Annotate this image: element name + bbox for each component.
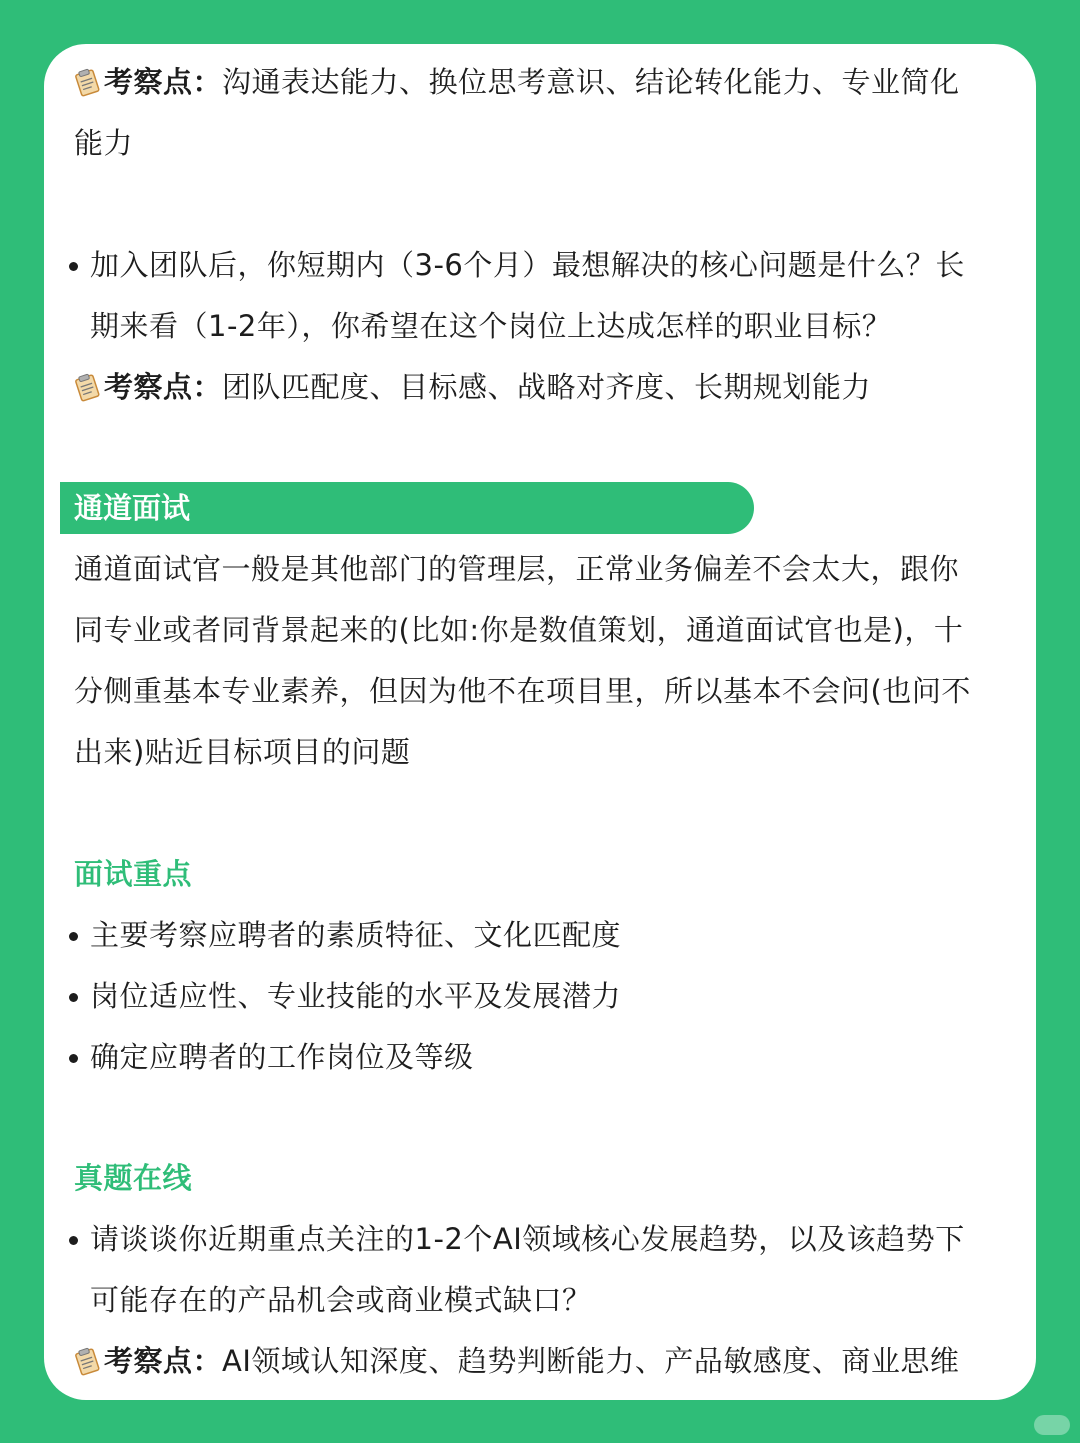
bullet-dot [69, 993, 78, 1002]
bullet-dot [69, 1236, 78, 1245]
bullet-dot [69, 262, 78, 271]
content-card [44, 44, 1036, 1400]
section-paragraph-line: 通道面试官一般是其他部门的管理层，正常业务偏差不会太大，跟你 [74, 552, 960, 586]
section-paragraph-line: 出来)贴近目标项目的问题 [74, 735, 411, 769]
question-line: 请谈谈你近期重点关注的1-2个AI领域核心发展趋势，以及该趋势下 [90, 1222, 965, 1256]
real-questions-heading: 真题在线 [74, 1161, 193, 1195]
focus-item: 岗位适应性、专业技能的水平及发展潜力 [90, 979, 622, 1013]
bullet-dot [69, 1054, 78, 1063]
clipboard-icon [72, 67, 102, 97]
section-title: 通道面试 [74, 491, 191, 525]
assessment-label: 考察点： [104, 1344, 223, 1378]
question-line: 可能存在的产品机会或商业模式缺口？ [90, 1283, 592, 1317]
assessment-line [72, 370, 871, 404]
focus-heading: 面试重点 [74, 857, 193, 891]
assessment-text: AI领域认知深度、趋势判断能力、产品敏感度、商业思维 [222, 1344, 960, 1378]
section-header-bar [60, 482, 754, 534]
section-paragraph-line: 同专业或者同背景起来的(比如:你是数值策划，通道面试官也是)，十 [74, 613, 964, 647]
question-line: 期来看（1-2年），你希望在这个岗位上达成怎样的职业目标？ [90, 309, 892, 343]
assessment-line [72, 65, 960, 99]
assessment-text: 团队匹配度、目标感、战略对齐度、长期规划能力 [222, 370, 872, 404]
bullet-dot [69, 932, 78, 941]
assessment-label: 考察点： [104, 65, 223, 99]
question-line: 加入团队后，你短期内（3-6个月）最想解决的核心问题是什么？长 [90, 248, 965, 282]
watermark-badge [1034, 1415, 1070, 1435]
focus-item: 确定应聘者的工作岗位及等级 [90, 1040, 474, 1074]
assessment-text-continued: 能力 [74, 126, 134, 160]
assessment-label: 考察点： [104, 370, 223, 404]
section-paragraph-line: 分侧重基本专业素养，但因为他不在项目里，所以基本不会问(也问不 [74, 674, 971, 708]
assessment-text: 沟通表达能力、换位思考意识、结论转化能力、专业简化 [222, 65, 960, 99]
assessment-line [72, 1344, 959, 1378]
clipboard-icon [72, 372, 102, 402]
clipboard-icon [72, 1346, 102, 1376]
focus-item: 主要考察应聘者的素质特征、文化匹配度 [90, 918, 622, 952]
